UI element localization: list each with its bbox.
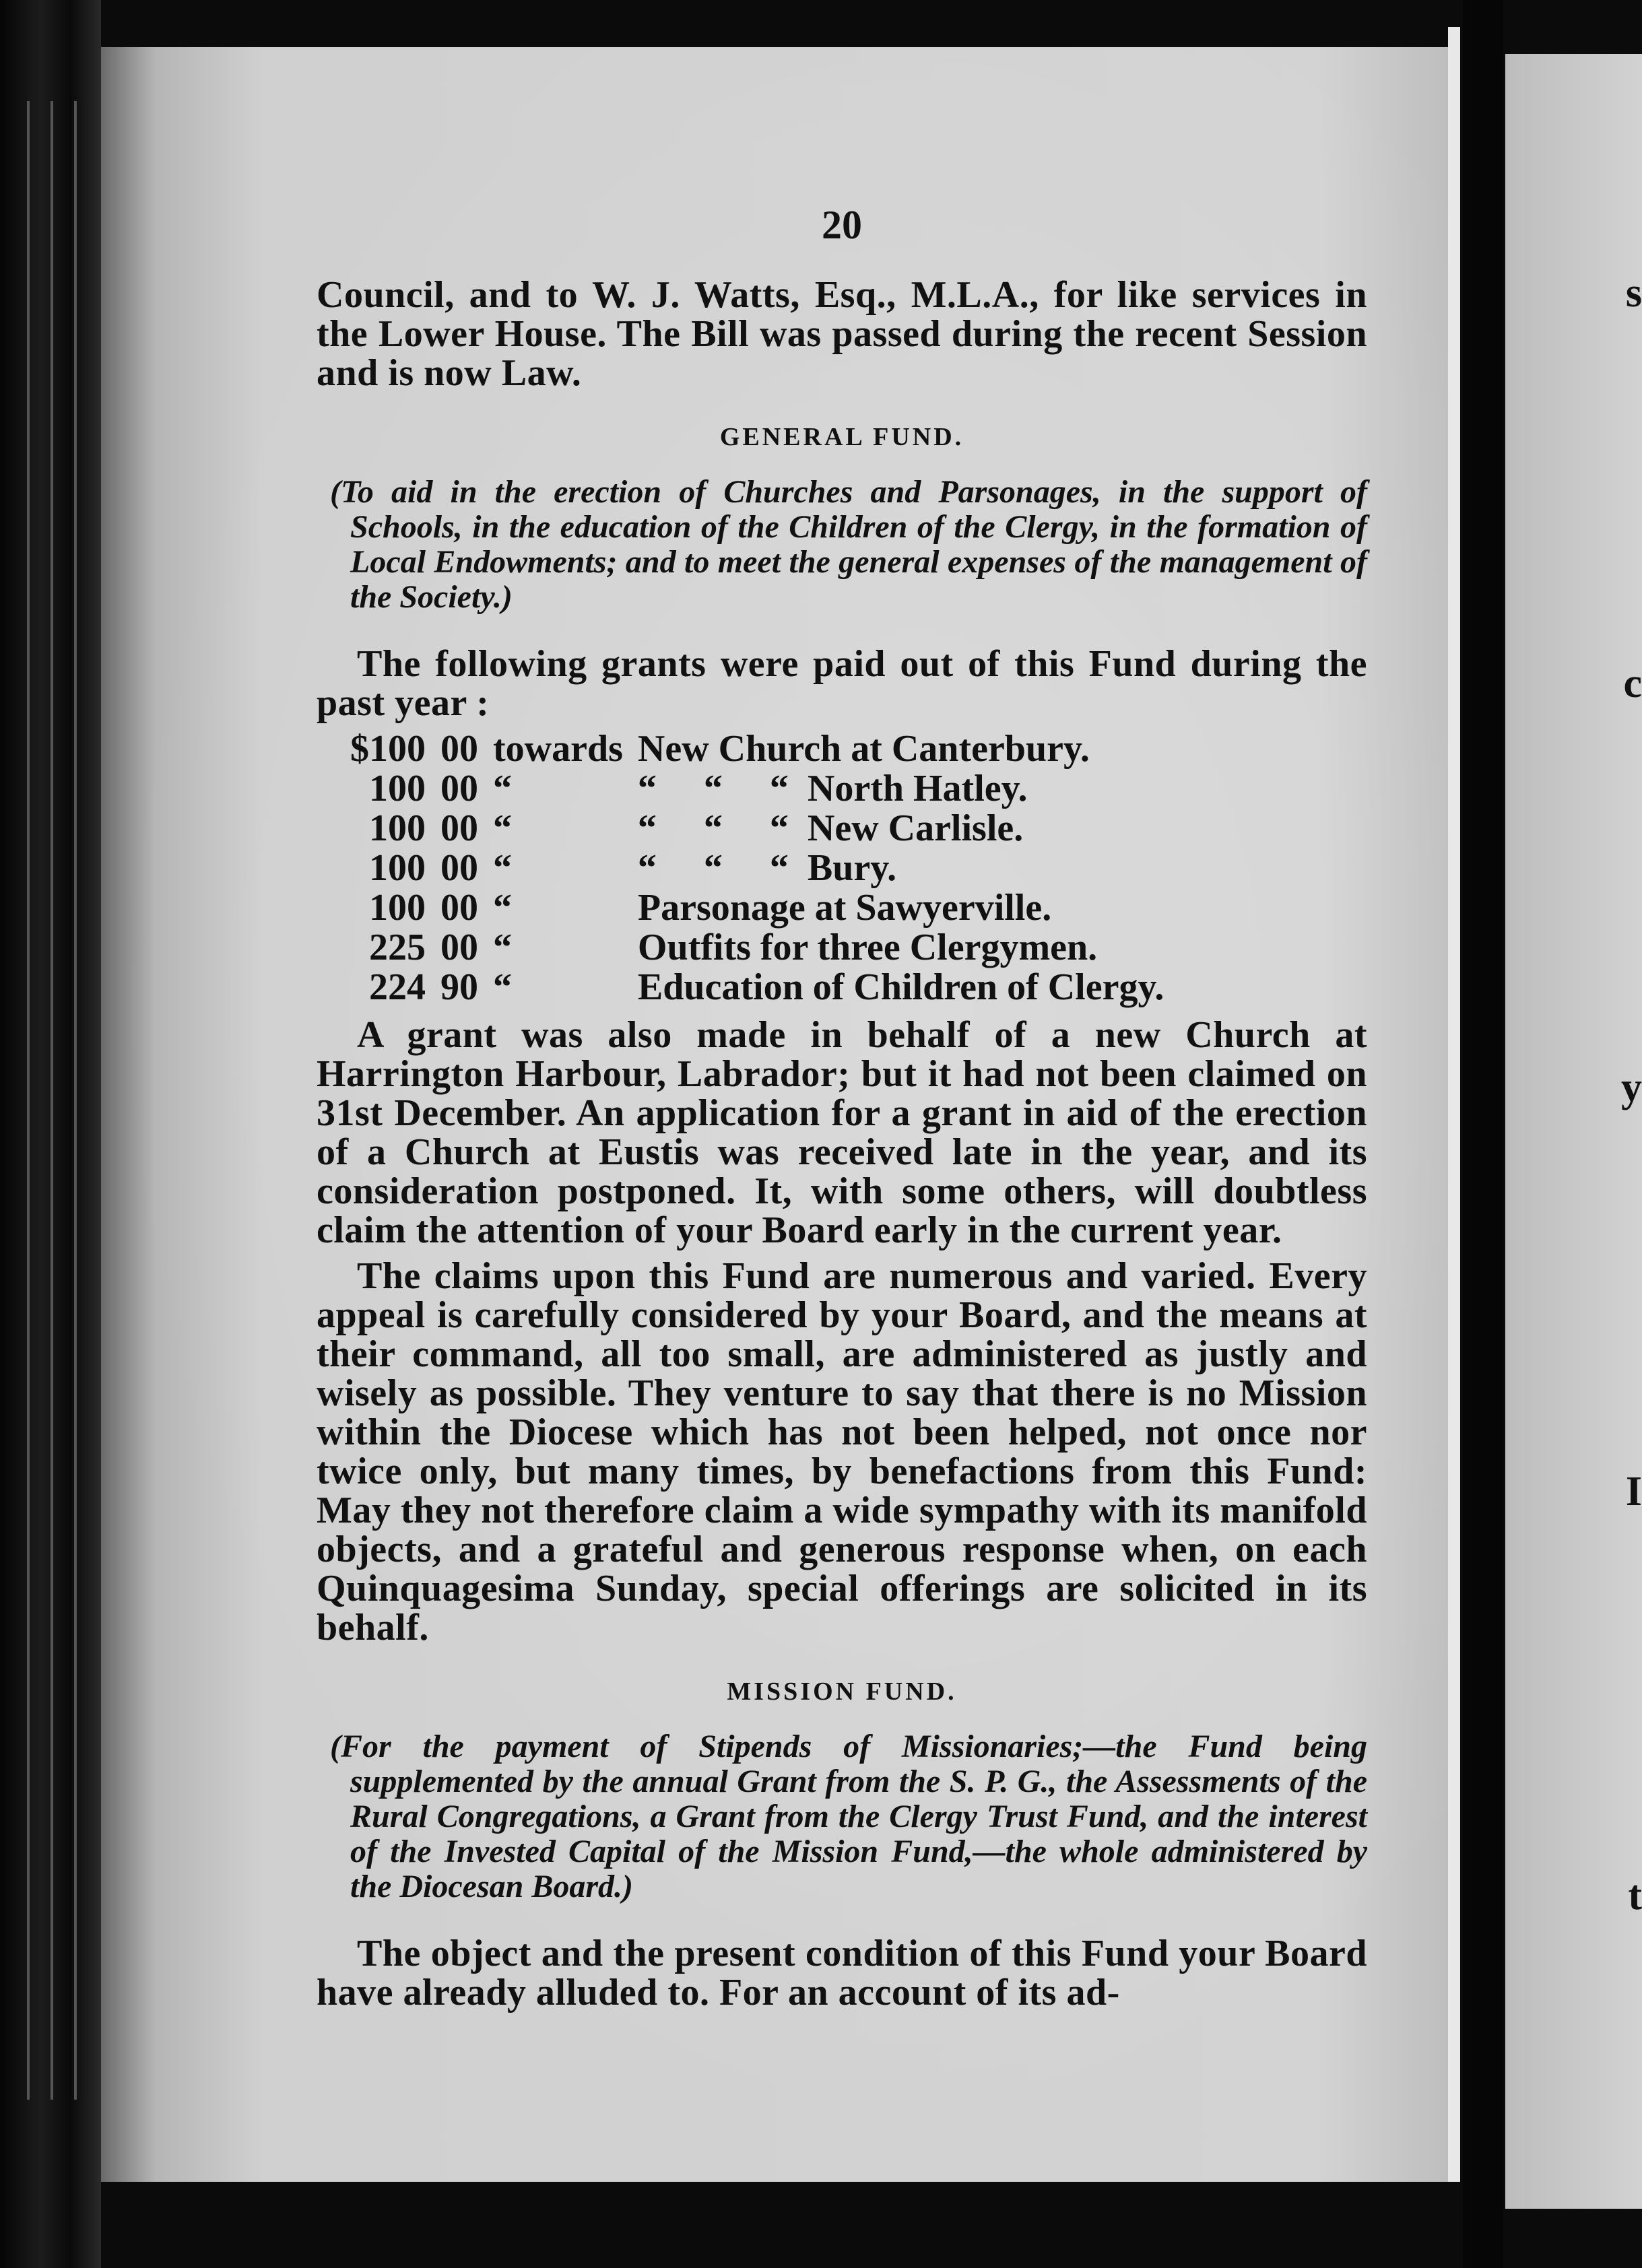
grant-dollars: 100 [369,847,426,889]
grant-ditto: “ “ “ [637,807,789,849]
grant-cents: 00 [440,847,478,889]
facing-page-fragment: s c y I t [1505,54,1642,2209]
grant-dollars: 100 [369,768,426,809]
general-fund-heading: GENERAL FUND. [719,423,964,451]
grant-row [350,729,1179,769]
grants-intro: The following grants were paid out of this Fund during the past year : [317,643,1367,724]
general-fund-paragraph-2: The claims upon this Fund are numerous and varied. Every appeal is carefully considered by your Board, and the means at their command, all too small, are administered as justly and wisely as possible. They venture to say that there is no Mission within the Diocese which has not been helped, not once nor twice only, but many times, by benefactions from this Fund: May they not therefore claim a wide sympathy with its manifold objects, and a grateful and generous response when, on each Quinquagesima Sunday, special offerings are solicited in its behalf. [317,1255,1367,1648]
grant-cents: 00 [440,927,478,968]
grant-prefix: “ [493,887,512,929]
grant-cents: 00 [440,768,478,809]
grant-dollars: 224 [369,966,426,1008]
general-fund-note: (To aid in the erection of Churches and Parsonages, in the support of Schools, in the education of the Children of the Clergy, in the formation of Local Endowments; and to meet the general expenses of the management of the Society.) [330,474,1367,615]
page-edge [1448,27,1460,2182]
mission-fund-paragraph: The object and the present condition of this Fund your Board have already alluded to. For an account of its ad- [317,1933,1367,2013]
gutter [1463,0,1503,2268]
grant-object [638,769,1179,809]
grant-cents: 00 [440,807,478,849]
grant-ditto: “ “ “ [637,847,789,889]
grant-prefix: “ [493,807,512,849]
grant-object [638,809,1179,848]
grant-row [350,769,1179,809]
grant-object: New Church at Canterbury. [637,728,1090,770]
mission-fund-heading: MISSION FUND. [727,1677,957,1706]
page-number: 20 [822,203,862,247]
grant-dollars: 100 [369,887,426,929]
grants-table [350,729,1179,1007]
grant-object: Outfits for three Clergymen. [637,927,1098,968]
grant-object: Education of Children of Clergy. [637,966,1164,1008]
grant-cents: 00 [440,887,478,929]
grant-dollars: 225 [369,927,426,968]
grant-prefix: towards [493,728,623,770]
grant-cents: 90 [440,966,478,1008]
grant-prefix: “ [493,927,512,968]
grant-object [638,848,1179,888]
grant-object-text: New Carlisle. [807,807,1024,849]
grant-row [350,888,1179,928]
general-fund-paragraph-1: A grant was also made in behalf of a new Church at Harrington Harbour, Labrador; but it had not been claimed on 31st December. An application for a grant in aid of the erection of a Church at Eustis was received late in the year, and its consideration postponed. It, with some others, will doubtless claim the attention of your Board early in the current year. [317,1014,1367,1251]
page-content [317,202,1367,2019]
grant-object-text: North Hatley. [807,768,1028,809]
grant-cents: 00 [440,728,478,770]
book-binding-edge [0,0,101,2268]
grant-row [350,809,1179,848]
grant-dollars: 100 [369,807,426,849]
grant-object-text: Bury. [807,847,897,889]
opening-paragraph: Council, and to W. J. Watts, Esq., M.L.A., for like services in the Lower House. The Bill was passed during the recent Session and is now Law. [317,274,1367,394]
grant-object: Parsonage at Sawyerville. [637,887,1052,929]
grant-row [350,848,1179,888]
mission-fund-note: (For the payment of Stipends of Missionaries;—the Fund being supplemented by the annual Grant from the S. P. G., the Assessments of the Rural Congregations, a Grant from the Clergy Trust Fund, and the interest of the Invested Capital of the Mission Fund,—the whole administered by the Diocesan Board.) [330,1729,1367,1904]
grant-prefix: “ [493,847,512,889]
grant-ditto: “ “ “ [637,768,789,809]
grant-row [350,968,1179,1007]
grant-row [350,928,1179,968]
grant-dollars: $100 [350,728,426,770]
grant-prefix: “ [493,966,512,1008]
grant-prefix: “ [493,768,512,809]
